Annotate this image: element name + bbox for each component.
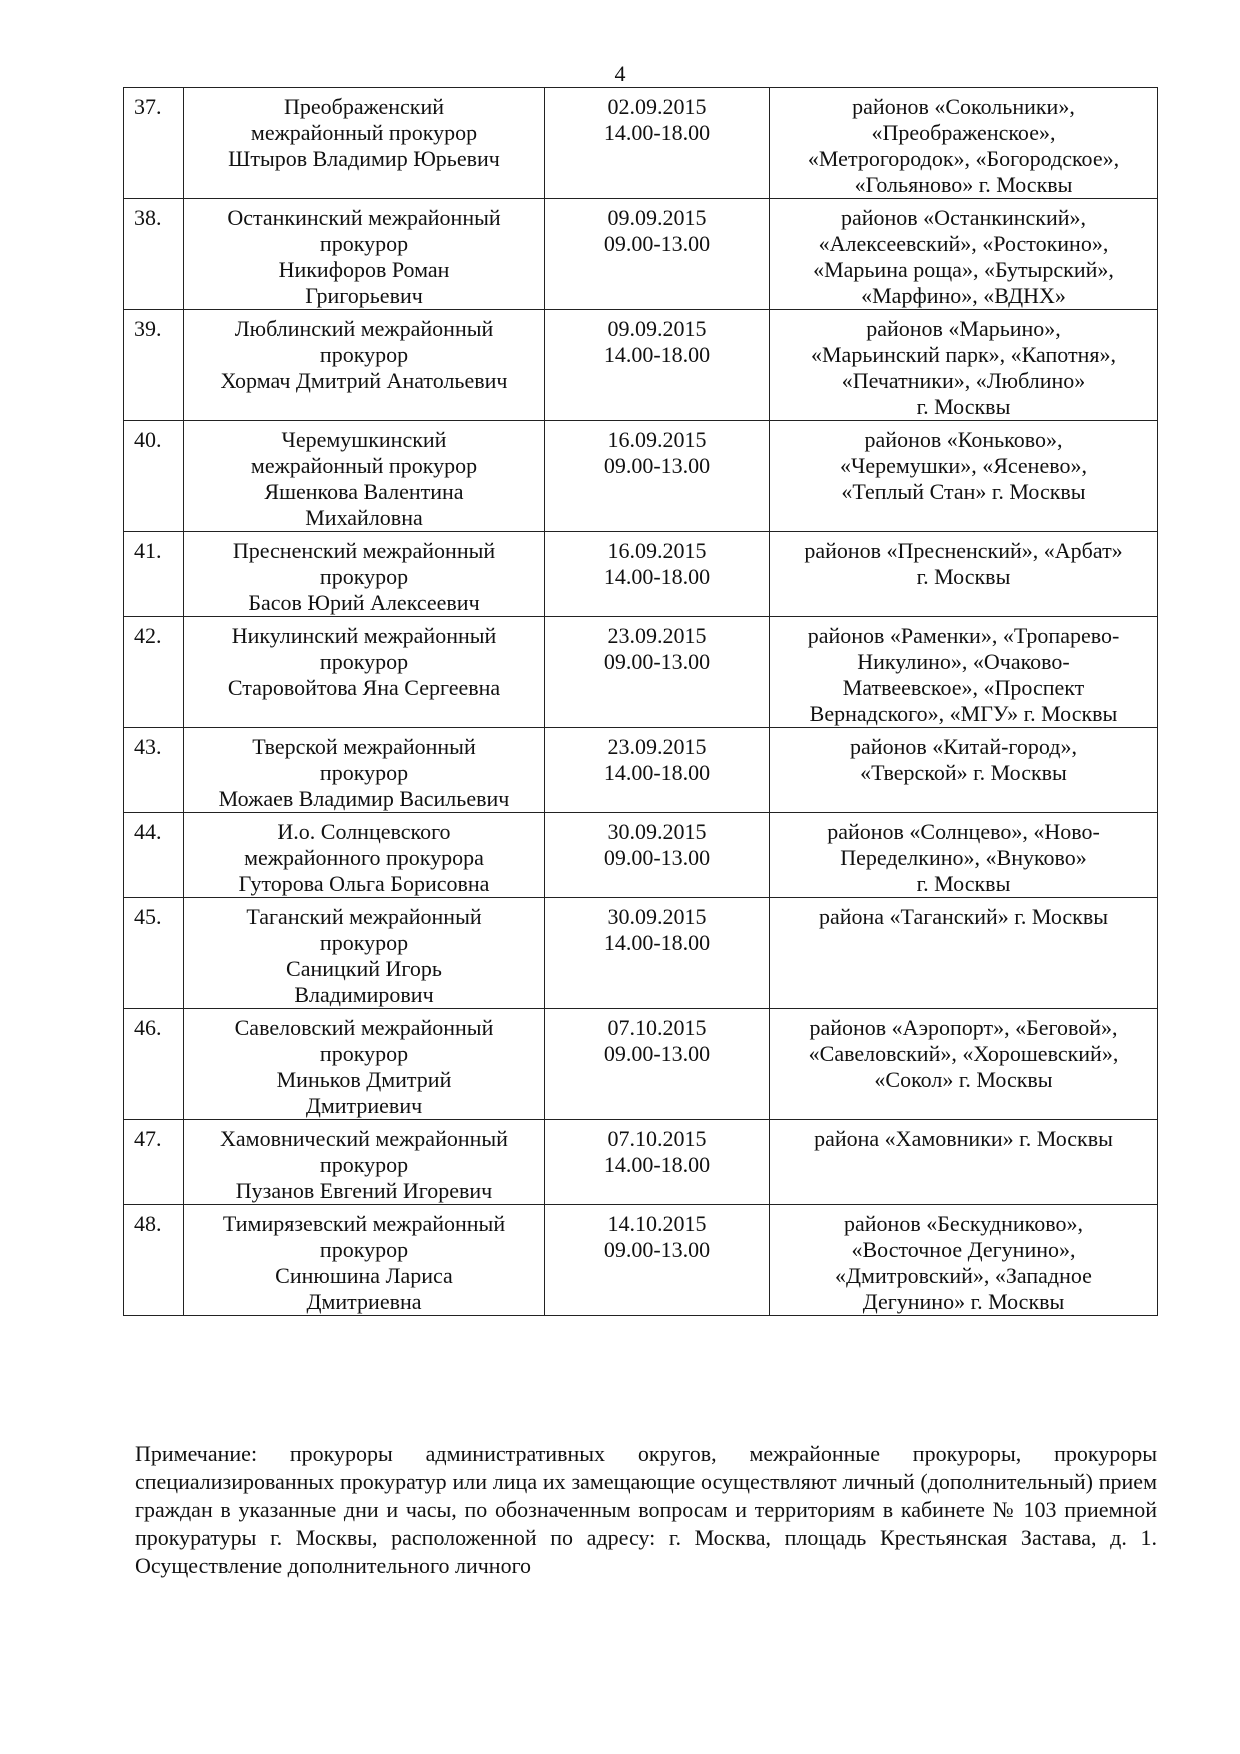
row-number: 39. [124, 310, 184, 421]
reception-time: 09.00-13.00 [603, 649, 711, 674]
official-cell [184, 532, 545, 617]
official-cell [184, 617, 545, 728]
official-line: Дмитриевна [306, 1289, 422, 1314]
official-line: Дмитриевич [305, 1093, 423, 1118]
table-row [124, 617, 1158, 728]
official-line: Штыров Владимир Юрьевич [228, 146, 500, 171]
district-cell [770, 1120, 1158, 1205]
official-line: Преображенский [283, 94, 445, 119]
official-cell [184, 421, 545, 532]
reception-time: 09.00-13.00 [603, 453, 711, 478]
official-cell [184, 1120, 545, 1205]
official-line: прокурор [319, 1237, 409, 1262]
official-cell [184, 88, 545, 199]
official-line: межрайонный прокурор [250, 120, 478, 145]
reception-time: 14.00-18.00 [603, 342, 711, 367]
page-number: 4 [614, 61, 626, 86]
datetime-cell [545, 421, 770, 532]
official-line: прокурор [319, 342, 409, 367]
official-line: прокурор [319, 1152, 409, 1177]
official-line: прокурор [319, 231, 409, 256]
official-cell [184, 813, 545, 898]
row-number: 40. [124, 421, 184, 532]
datetime-cell [545, 532, 770, 617]
official-line: Михайловна [305, 505, 423, 530]
row-number: 48. [124, 1205, 184, 1316]
official-line: прокурор [319, 760, 409, 785]
datetime-cell [545, 617, 770, 728]
official-line: Синюшина Лариса [275, 1263, 453, 1288]
district-line: «Гольяново» г. Москвы [854, 172, 1073, 197]
official-line: Яшенкова Валентина [264, 479, 464, 504]
district-cell [770, 813, 1158, 898]
official-line: прокурор [319, 1041, 409, 1066]
district-line: районов «Останкинский», [840, 205, 1086, 230]
official-line: межрайонный прокурор [250, 453, 478, 478]
table-row [124, 1120, 1158, 1205]
district-line: «Дмитровский», «Западное [835, 1263, 1092, 1288]
district-cell [770, 1009, 1158, 1120]
official-cell [184, 1205, 545, 1316]
district-line: «Савеловский», «Хорошевский», [808, 1041, 1119, 1066]
table-row [124, 532, 1158, 617]
district-line: районов «Сокольники», [852, 94, 1075, 119]
district-line: «Теплый Стан» г. Москвы [841, 479, 1086, 504]
official-line: Пузанов Евгений Игоревич [235, 1178, 493, 1203]
official-line: Саницкий Игорь [286, 956, 442, 981]
district-line: районов «Коньково», [864, 427, 1063, 452]
datetime-cell [545, 898, 770, 1009]
district-line: Дегунино» г. Москвы [862, 1289, 1065, 1314]
reception-time: 09.00-13.00 [603, 1041, 711, 1066]
row-number: 47. [124, 1120, 184, 1205]
official-line: Гуторова Ольга Борисовна [238, 871, 490, 896]
district-line: Матвеевское», «Проспект [842, 675, 1085, 700]
reception-time: 09.00-13.00 [603, 1237, 711, 1262]
official-line: межрайонного прокурора [244, 845, 484, 870]
reception-time: 14.00-18.00 [603, 564, 711, 589]
reception-time: 14.00-18.00 [603, 120, 711, 145]
row-number: 43. [124, 728, 184, 813]
reception-date: 30.09.2015 [607, 904, 707, 929]
district-line: «Черемушки», «Ясенево», [840, 453, 1087, 478]
official-line: И.о. Солнцевского [277, 819, 451, 844]
datetime-cell [545, 1120, 770, 1205]
reception-schedule-table [123, 87, 1158, 1316]
reception-date: 23.09.2015 [607, 734, 707, 759]
official-cell [184, 1009, 545, 1120]
district-cell [770, 199, 1158, 310]
table-row [124, 1205, 1158, 1316]
official-line: Останкинский межрайонный [227, 205, 501, 230]
official-line: Тверской межрайонный [252, 734, 476, 759]
official-line: Старовойтова Яна Сергеевна [227, 675, 501, 700]
district-line: Никулино», «Очаково- [857, 649, 1070, 674]
footnote-text: Примечание: прокуроры административных округов, межрайонные прокуроры, прокуроры специализированных прокуратур или лица их замещающие осуществляют личный (дополнительный) прием граждан в указанные дни и часы, по обозначенным вопросам и территориям в кабинете № 103 приемной прокуратуры г. Москвы, расположенной по адресу: г. Москва, площадь Крестьянская Застава, д. 1. Осуществление дополнительного личного [135, 1441, 1157, 1578]
district-line: районов «Раменки», «Тропарево- [807, 623, 1120, 648]
district-line: г. Москвы [916, 394, 1011, 419]
official-cell [184, 199, 545, 310]
table-row [124, 1009, 1158, 1120]
row-number: 37. [124, 88, 184, 199]
official-line: Миньков Дмитрий [276, 1067, 452, 1092]
reception-date: 16.09.2015 [607, 538, 707, 563]
district-line: Вернадского», «МГУ» г. Москвы [809, 701, 1118, 726]
district-line: района «Хамовники» г. Москвы [814, 1126, 1113, 1151]
reception-time: 14.00-18.00 [603, 1152, 711, 1177]
district-line: районов «Марьино», [866, 316, 1061, 341]
official-line: прокурор [319, 564, 409, 589]
official-line: Пресненский межрайонный [232, 538, 496, 563]
district-cell [770, 1205, 1158, 1316]
datetime-cell [545, 310, 770, 421]
district-line: районов «Пресненский», «Арбат» [804, 538, 1123, 563]
official-line: Владимирович [294, 982, 434, 1007]
official-line: Таганский межрайонный [246, 904, 482, 929]
district-line: района «Таганский» г. Москвы [818, 904, 1109, 929]
reception-time: 14.00-18.00 [603, 760, 711, 785]
table-row [124, 898, 1158, 1009]
district-line: районов «Бескудниково», [844, 1211, 1083, 1236]
datetime-cell [545, 88, 770, 199]
row-number: 45. [124, 898, 184, 1009]
row-number: 46. [124, 1009, 184, 1120]
table-row [124, 199, 1158, 310]
official-line: Черемушкинский [281, 427, 447, 452]
reception-date: 07.10.2015 [607, 1126, 707, 1151]
district-cell [770, 532, 1158, 617]
official-line: Тимирязевский межрайонный [222, 1211, 506, 1236]
reception-time: 14.00-18.00 [603, 930, 711, 955]
district-line: г. Москвы [916, 871, 1011, 896]
district-line: «Алексеевский», «Ростокино», [818, 231, 1109, 256]
reception-date: 16.09.2015 [607, 427, 707, 452]
table-row [124, 310, 1158, 421]
datetime-cell [545, 1205, 770, 1316]
district-line: районов «Китай-город», [850, 734, 1077, 759]
official-line: Григорьевич [305, 283, 423, 308]
row-number: 41. [124, 532, 184, 617]
district-line: «Печатники», «Люблино» [841, 368, 1086, 393]
official-line: прокурор [319, 649, 409, 674]
datetime-cell [545, 813, 770, 898]
reception-date: 23.09.2015 [607, 623, 707, 648]
official-line: прокурор [319, 930, 409, 955]
official-line: Хормач Дмитрий Анатольевич [220, 368, 508, 393]
row-number: 42. [124, 617, 184, 728]
district-cell [770, 898, 1158, 1009]
district-line: «Марьина роща», «Бутырский», [813, 257, 1114, 282]
district-line: г. Москвы [916, 564, 1011, 589]
row-number: 38. [124, 199, 184, 310]
district-line: «Марфино», «ВДНХ» [861, 283, 1066, 308]
official-line: Хамовнический межрайонный [220, 1126, 508, 1151]
district-cell [770, 421, 1158, 532]
district-line: районов «Аэропорт», «Беговой», [809, 1015, 1118, 1040]
official-cell [184, 898, 545, 1009]
district-cell [770, 310, 1158, 421]
district-cell [770, 617, 1158, 728]
district-line: районов «Солнцево», «Ново- [827, 819, 1100, 844]
district-line: «Сокол» г. Москвы [874, 1067, 1053, 1092]
schedule-body [124, 88, 1158, 1316]
official-line: Люблинский межрайонный [234, 316, 494, 341]
official-line: Можаев Владимир Васильевич [218, 786, 510, 811]
district-line: Переделкино», «Внуково» [840, 845, 1087, 870]
official-cell [184, 728, 545, 813]
reception-date: 30.09.2015 [607, 819, 707, 844]
district-line: «Тверской» г. Москвы [860, 760, 1067, 785]
reception-time: 09.00-13.00 [603, 231, 711, 256]
table-row [124, 88, 1158, 199]
reception-date: 07.10.2015 [607, 1015, 707, 1040]
table-row [124, 813, 1158, 898]
reception-date: 02.09.2015 [607, 94, 707, 119]
district-cell [770, 88, 1158, 199]
reception-time: 09.00-13.00 [603, 845, 711, 870]
datetime-cell [545, 199, 770, 310]
official-line: Басов Юрий Алексеевич [248, 590, 480, 615]
table-row [124, 421, 1158, 532]
district-line: «Метрогородок», «Богородское», [807, 146, 1120, 171]
official-cell [184, 310, 545, 421]
district-cell [770, 728, 1158, 813]
district-line: «Восточное Дегунино», [851, 1237, 1076, 1262]
reception-date: 14.10.2015 [607, 1211, 707, 1236]
table-row [124, 728, 1158, 813]
official-line: Никулинский межрайонный [231, 623, 497, 648]
reception-date: 09.09.2015 [607, 205, 707, 230]
official-line: Савеловский межрайонный [234, 1015, 494, 1040]
datetime-cell [545, 1009, 770, 1120]
reception-date: 09.09.2015 [607, 316, 707, 341]
district-line: «Марьинский парк», «Капотня», [811, 342, 1116, 367]
district-line: «Преображенское», [871, 120, 1056, 145]
datetime-cell [545, 728, 770, 813]
row-number: 44. [124, 813, 184, 898]
official-line: Никифоров Роман [278, 257, 450, 282]
